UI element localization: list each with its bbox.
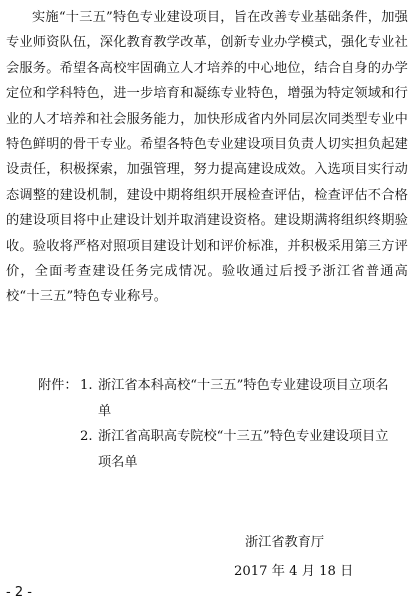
attachment-number: 1. (80, 378, 93, 393)
signature-date: 2017 年 4 月 18 日 (234, 564, 354, 579)
attachment-title: 浙江省本科高校“十三五”特色专业建设项目立项名单 (98, 378, 389, 419)
attachment-title: 浙江省高职高专院校“十三五”特色专业建设项目立项名单 (98, 429, 389, 470)
body-paragraph: 实施“十三五”特色专业建设项目，旨在改善专业基础条件，加强专业师资队伍，深化教育教学改革，创新专业办学模式，强化专业社会服务。希望各高校牢固确立人才培养的中心地位，结合自身的办学定位和学科特色，进一步培育和凝练专业特色，增强为特定领域和行业的人才培养和社会服务能力，加快形成省内外同层次同类型专业中特色鲜明的骨干专业。希望各特色专业建设项目负责人切实担负起建设责任，积极探索，加强管理，努力提高建设成效。入选项目实行动态调整的建设机制，建设中期将组织开展检查评估，检查评估不合格的建设项目将中止建设计划并取消建设资格。建设期满将组织终期验收。验收将严格对照项目建设计划和评价标准，并积极采用第三方评价，全面考查建设任务完成情况。验收通过后授予浙江省普通高校“十三五”特色专业称号。 (6, 10, 408, 305)
attachment-item-1 (0, 373, 415, 424)
page-number: - 2 - (6, 585, 32, 600)
attachments-label: 附件： (38, 378, 78, 393)
attachment-item-2 (0, 424, 415, 475)
attachments-section (0, 373, 415, 475)
attachment-number: 2. (80, 429, 93, 444)
signature-organization: 浙江省教育厅 (245, 535, 325, 550)
